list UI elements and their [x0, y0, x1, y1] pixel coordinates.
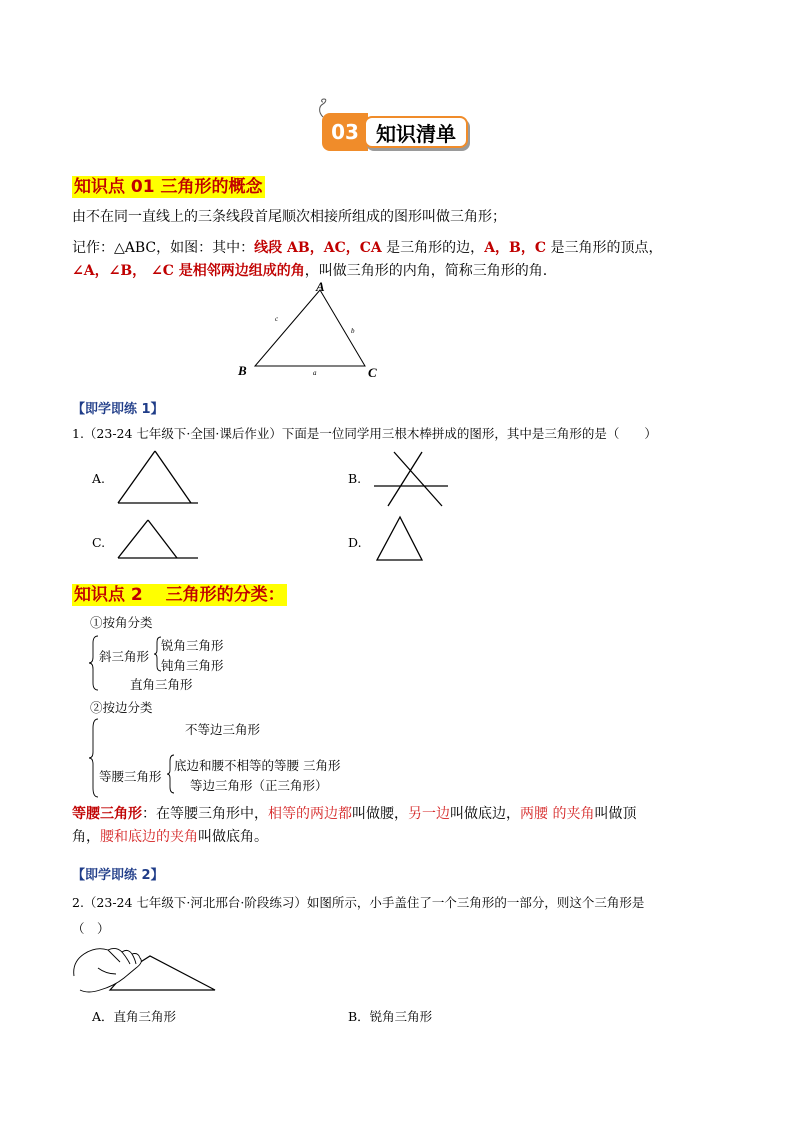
option-a-figure[interactable] [115, 448, 200, 506]
isosceles-non-equilateral: 底边和腰不相等的等腰 三角形 [174, 758, 341, 773]
vertex-a-label: A [316, 279, 325, 294]
practice1-label: 【即学即练 1】 [72, 402, 164, 417]
side-b-label: b [351, 327, 355, 335]
brace-side-outer [88, 718, 100, 798]
practice1-question: 1.（23-24 七年级下·全国·课后作业）下面是一位同学用三根木棒拼成的图形，其中是三角形的是（ ） [72, 426, 657, 441]
hand-covered-triangle-figure [70, 940, 220, 998]
option-b-label[interactable]: B. [348, 471, 362, 486]
option-d-figure[interactable] [374, 514, 426, 564]
by-angle-label: ①按角分类 [90, 615, 153, 630]
by-side-label: ②按边分类 [90, 700, 153, 715]
badge-title: 知识清单 [364, 116, 468, 148]
isosceles-def-line1: 等腰三角形：在等腰三角形中，相等的两边都叫做腰，另一边叫做底边，两腰 的夹角叫做顶 [72, 806, 637, 822]
option-c-figure[interactable] [115, 516, 200, 562]
practice2-question-paren: （ ） [72, 921, 110, 936]
oblique-triangle: 斜三角形 [99, 649, 150, 664]
isosceles-def-line2: 角，腰和底边的夹角叫做底角。 [72, 829, 268, 845]
practice2-label: 【即学即练 2】 [72, 868, 164, 883]
definition-text: 由不在同一直线上的三条线段首尾顺次相接所组成的图形叫做三角形； [72, 209, 506, 225]
badge-number: 03 [322, 113, 368, 151]
practice2-option-b[interactable]: B．锐角三角形 [348, 1009, 433, 1024]
side-a-label: a [313, 369, 317, 377]
side-c-label: c [275, 315, 279, 323]
option-c-label[interactable]: C. [92, 535, 106, 550]
option-b-figure[interactable] [372, 448, 450, 510]
vertex-c-label: C [368, 365, 377, 380]
equilateral-triangle: 等边三角形（正三角形） [190, 778, 328, 793]
practice2-question: 2.（23-24 七年级下·河北邢台·阶段练习）如图所示，小手盖住了一个三角形的一部分，则这个三角形是 [72, 895, 645, 910]
triangle-abc [255, 290, 365, 366]
notation-line: 记作：△ABC，如图：其中：线段 AB，AC，CA 是三角形的边，A，B，C 是三角形的顶点， [72, 240, 663, 256]
scalene-triangle: 不等边三角形 [185, 722, 261, 737]
option-a-label[interactable]: A. [92, 471, 106, 486]
isosceles-triangle: 等腰三角形 [99, 769, 162, 784]
practice2-option-a[interactable]: A．直角三角形 [92, 1009, 177, 1024]
vertex-b-label: B [238, 363, 247, 378]
section1-heading: 知识点 01 三角形的概念 [74, 177, 263, 197]
triangle-abc-figure [230, 278, 390, 383]
right-triangle: 直角三角形 [130, 677, 193, 692]
angle-line: ∠A，∠B， ∠C 是相邻两边组成的角，叫做三角形的内角，简称三角形的角. [72, 263, 548, 279]
section2-heading: 知识点 2 三角形的分类： [74, 585, 285, 605]
acute-triangle: 锐角三角形 [161, 638, 224, 653]
hand-icon [74, 948, 142, 992]
section-badge [322, 113, 472, 151]
obtuse-triangle: 钝角三角形 [161, 658, 224, 673]
option-d-label[interactable]: D. [348, 535, 362, 550]
